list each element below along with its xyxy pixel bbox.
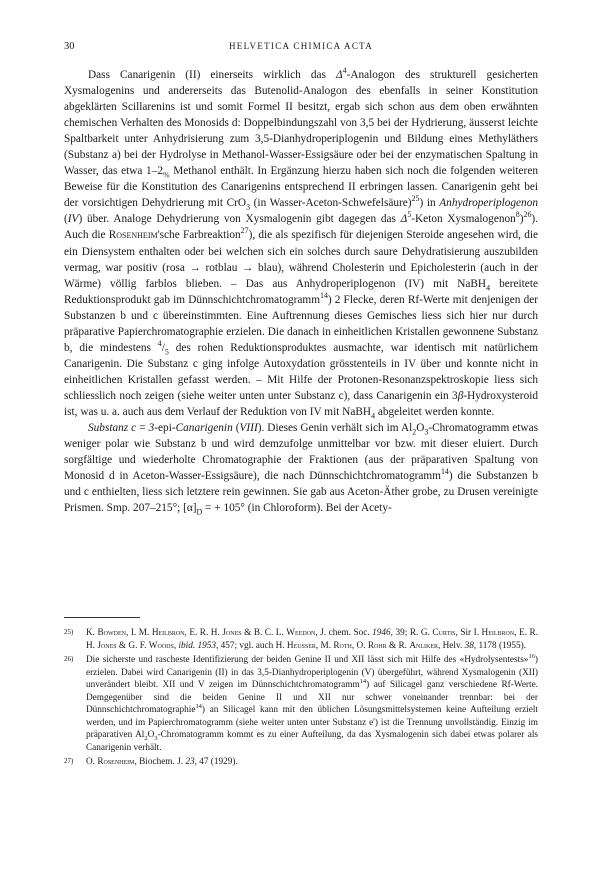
journal-title: HELVETICA CHIMICA ACTA	[228, 41, 374, 51]
footnotes	[64, 627, 538, 771]
main-text	[64, 67, 538, 516]
paragraph-substanz-c: Substanz c = 3-epi-Canarigenin (VIII). Dieses Genin verhält sich im $Al_2O_3$-Chromatogramm etwas weniger polar wie Substanz b und wird demzufolge unmittelbar vor bzw. mit dieser eluiert. Durch sorgfältige und wiederholte Chromatographie der Fraktionen (aus der präparativen Spaltung von Monosid d in Aceton-Wasser-Essigsäure), die nach Dünnschichtchromatogramm$^{14}$) die Substanzen b und c enthielten, liess sich letztere rein gewinnen. Sie gab aus Aceton-Äther grobe, zu Drusen vereinigte Prismen. Smp. 207–215°; $[\alpha]_D$ = + 105° (in Chloroform). Bei der Acety-	[64, 422, 539, 517]
footnote-27: 27) O. Rosenheim, Biochem. J. 23, 47 (1929).	[64, 757, 238, 767]
page-number: 30	[64, 41, 75, 52]
running-header	[64, 41, 538, 55]
footnote-26: 26) Die sicherste und rascheste Identifizierung der beiden Genine II und XII lässt sich mit Hilfe des «Hydrolysentests»$^{16}$) erzielen. Dabei wird Canarigenin (II) in das 3,5-Dianhydroperiplogenin (V) übergeführt, während Xysmalogenin (XII) unverändert bleibt. XII und V zeigen im Dünnschichtchromatogramm$^{14}$) auf Silicagel ganz verschiedene Rf-Werte. Demgegenüber sind die beiden Genine II und XII nur schwer voneinander trennbar: bei der Dünnschichtchromatographie$^{14}$) an Silicagel kann mit den üblichen Lösungsmittelsystemen keine Aufteilung erzielt werden, und im Papierchromatogramm (siehe weiter unten unter Substanz e') ist die Trennung unvollständig. Einzig im präparativen $Al_2O_3$-Chromatogramm kommt es zu einer Aufteilung, da das Xysmalogenin sich dabei etwas polarer als Canarigenin verhält.	[64, 652, 538, 753]
footnote-number: 25)	[64, 628, 74, 636]
footnote-number: 27)	[64, 757, 74, 765]
footnote-number: 26)	[64, 655, 74, 663]
footnote-25: 25) K. Bowden, I. M. Heilbron, E. R. H. Jones & B. C. L. Weedon, J. chem. Soc. 1946, 39; R. G. Curtis, Sir I. Heilbron, E. R. H. Jones & G. F. Woods, ibid. 1953, 457; vgl. auch H. Heusser, M. Roth, O. Rohr & R. Anliker, Helv. 38, 1178 (1955).	[64, 628, 539, 651]
paragraph-constitution: Dass Canarigenin (II) einerseits wirklich das $\Delta^4$-Analogon des strukturell gesicherten Xysmalogenins und andererseits das Butenolid-Analogon des ebenfalls in seiner Konstitution abgeklärten Scillarenins ist und somit Formel II besitzt, ergab sich schon aus dem oben erwähnten chemischen Verhalten des Monosids d: Doppelbindungszahl von 3,5 bei der Hydrierung, äusserst leichte Spaltbarkeit unter Anhydrisierung zum 3,5-Dianhydroperiplogenin und Bildung eines Methyläthers (Substanz a) bei der Hydrolyse in Methanol-Wasser-Essigsäure oder bei der enzymatischen Spaltung in Wasser, das etwa $1-2_{\%}$ Methanol enthält. In Ergänzung hierzu haben sich noch die folgenden weiteren Beweise für die Konstitution des Canarigenins entsprechend II erbringen lassen. Canarigenin geht bei der vorsichtigen Dehydrierung mit CrO$_3$ (in Wasser-Aceton-Schwefelsäure)$^{25}$) in Anhydroperiplogenon (IV) über. Analoge Dehydrierung von Xysmalogenin gibt dagegen das $\Delta^5$-Keton Xysmalogenon$^8$)$^{26}$). Auch die Rosenheim'sche Farbreaktion$^{27}$), die als spezifisch für diejenigen Steroide angesehen wird, die ein Diensystem enthalten oder bei welchen sich ein solches durch saure Dehydratisierung auszubilden vermag, war positiv (rosa → rotblau → blau), während Cholesterin und Epicholesterin (auch in der Wärme) völlig farblos blieben. – Das aus Anhydroperiplogenon (IV) mit NaBH$_4$ bereitete Reduktionsprodukt gab im Dünnschichtchromatogramm$^{14}$) 2 Flecke, deren Rf-Werte mit denjenigen der Substanzen b und c übereinstimmten. Eine Auftrennung dieses Gemisches liess sich hier nur durch präparative Papierchromatographie erzielen. Die danach in einheitlichen Kristallen gewonnene Substanz b, die mindestens $^4/_5$ des rohen Reduktionsproduktes ausmachte, war identisch mit natürlichem Canarigenin. Die Substanz c ging infolge Autoxydation grösstenteils in IV über und konnte nicht in einheitlichen Kristallen gefasst werden. – Mit Hilfe der Protonen-Resonanzspektroskopie liess sich schliesslich noch zeigen (siehe weiter unten unter Substanz c), dass Canarigenin ein 3β-Hydroxysteroid ist, was u. a. auch aus dem Verlauf der Reduktion von IV mit NaBH$_4$ abgeleitet werden konnte.	[64, 66, 539, 421]
footnote-rule	[64, 617, 140, 618]
